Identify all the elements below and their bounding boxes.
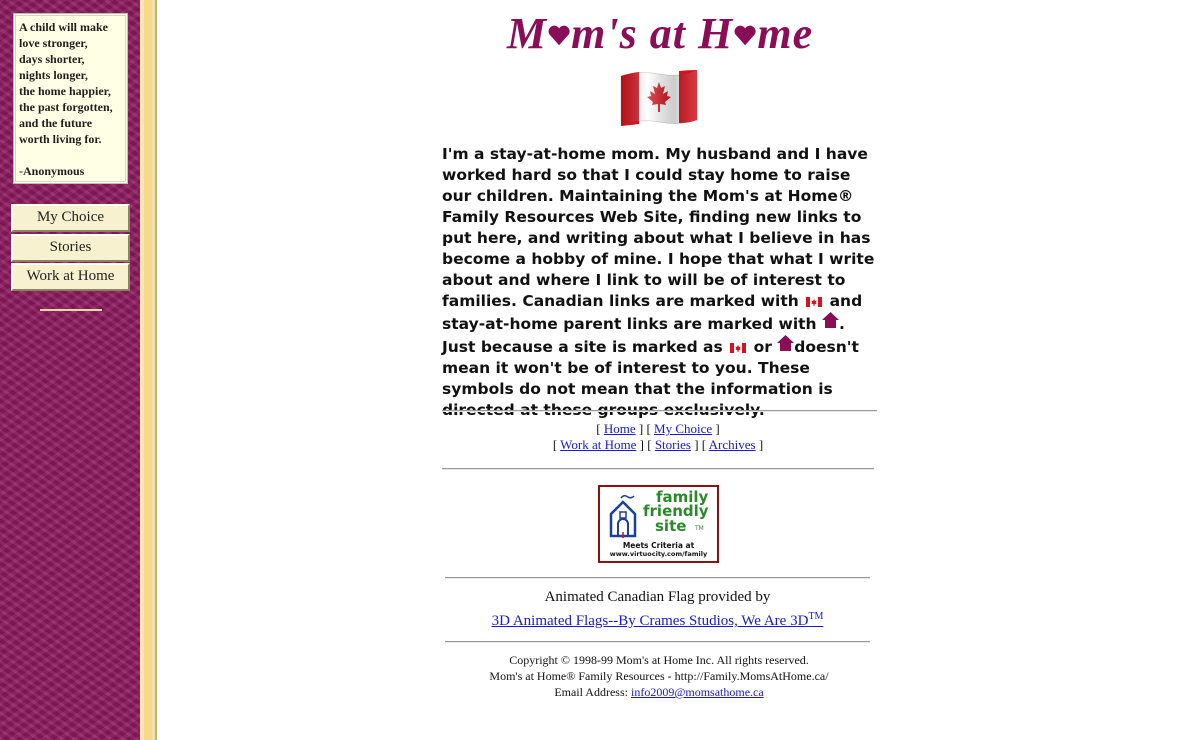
- site-logo-title: [480, 8, 840, 60]
- intro-text: doesn't mean it won't be of interest to you. These symbols do not mean that the information is directed at these groups exclusively.: [442, 338, 859, 419]
- credit-text: Animated Canadian Flag provided by: [544, 589, 771, 605]
- footer-link-home[interactable]: Home: [603, 421, 636, 436]
- quote-line: nights longer,: [19, 68, 88, 82]
- sidebar-divider: [40, 309, 102, 311]
- stories-button[interactable]: Stories: [11, 234, 130, 262]
- sidebar: [0, 0, 140, 740]
- heart-icon: [547, 22, 571, 49]
- heart-icon: [733, 22, 757, 49]
- footer-link-my-choice[interactable]: My Choice: [654, 421, 713, 436]
- quote-box: [13, 13, 128, 184]
- email-link[interactable]: info2009@momsathome.ca: [630, 685, 764, 699]
- badge-text: site: [655, 517, 687, 535]
- quote-line: the past forgotten,: [19, 100, 113, 114]
- intro-text: and stay-at-home parent links are marked with: [442, 292, 863, 333]
- sidebar-border-stripe: [155, 0, 157, 740]
- divider: [445, 641, 870, 643]
- work-at-home-button[interactable]: Work at Home: [11, 263, 130, 291]
- sidebar-border-stripe: [144, 0, 152, 740]
- badge-criteria: Meets Criteria at: [622, 541, 695, 550]
- flag-credit: [445, 587, 870, 631]
- crames-studios-link[interactable]: [492, 613, 824, 629]
- quote-line: worth living for.: [19, 132, 102, 146]
- quote-line: days shorter,: [19, 52, 85, 66]
- intro-text: or: [753, 338, 772, 356]
- divider: [445, 577, 870, 579]
- house-icon: [822, 312, 839, 328]
- quote-author: -Anonymous: [19, 164, 85, 178]
- canadian-flag-icon: [730, 343, 746, 353]
- badge-url: www.virtuocity.com/family: [609, 550, 708, 558]
- divider: [442, 468, 874, 470]
- copyright-block: [445, 652, 873, 700]
- email-label: Email Address:: [554, 685, 631, 699]
- family-friendly-site-badge[interactable]: [598, 485, 719, 563]
- intro-text: I'm a stay-at-home mom. My husband and I have worked hard so that I could stay home to raise our children. Maintaining the Mom's at Home® Family Resources Web Site, finding new links to put here, and writing about what I believe in has become a hobby of mine. I hope that what I write about and where I link to will be of interest to families. Canadian links are marked with: [442, 145, 875, 310]
- badge-trademark: TM: [695, 525, 704, 532]
- canadian-flag-icon: [806, 297, 822, 307]
- footer-nav: [ Home ] [ My Choice ] [ Work at Home ] [ Stories ] [ Archives ]: [552, 421, 764, 452]
- footer-link-archives[interactable]: Archives: [708, 437, 756, 452]
- footer-link-stories[interactable]: Stories: [654, 437, 691, 452]
- copyright-line: Copyright © 1998-99 Mom's at Home Inc. All rights reserved.: [509, 653, 809, 667]
- title-text: m's at H: [571, 9, 734, 58]
- site-url-line: Mom's at Home® Family Resources - http://Family.MomsAtHome.ca/: [489, 669, 829, 683]
- divider: [442, 410, 877, 412]
- house-icon: [607, 492, 639, 538]
- title-text: me: [757, 9, 814, 58]
- quote-line: A child will make: [19, 20, 109, 34]
- my-choice-button[interactable]: My Choice: [11, 204, 130, 232]
- badge-text: family: [656, 488, 709, 506]
- house-icon: [777, 335, 794, 351]
- canadian-flag-icon: [619, 68, 699, 128]
- intro-text: . Just because a site is marked as: [442, 315, 845, 356]
- badge-text: friendly: [643, 502, 709, 520]
- title-text: M: [506, 9, 547, 58]
- quote-line: and the future: [19, 116, 93, 130]
- credit-link-text[interactable]: 3D Animated Flags--By Crames Studios, We Are 3D: [491, 613, 809, 629]
- intro-paragraph: [442, 144, 882, 421]
- quote-line: love stronger,: [19, 36, 88, 50]
- quote-line: the home happier,: [19, 84, 111, 98]
- credit-trademark[interactable]: TM: [808, 611, 824, 622]
- footer-link-work-at-home[interactable]: Work at Home: [560, 437, 637, 452]
